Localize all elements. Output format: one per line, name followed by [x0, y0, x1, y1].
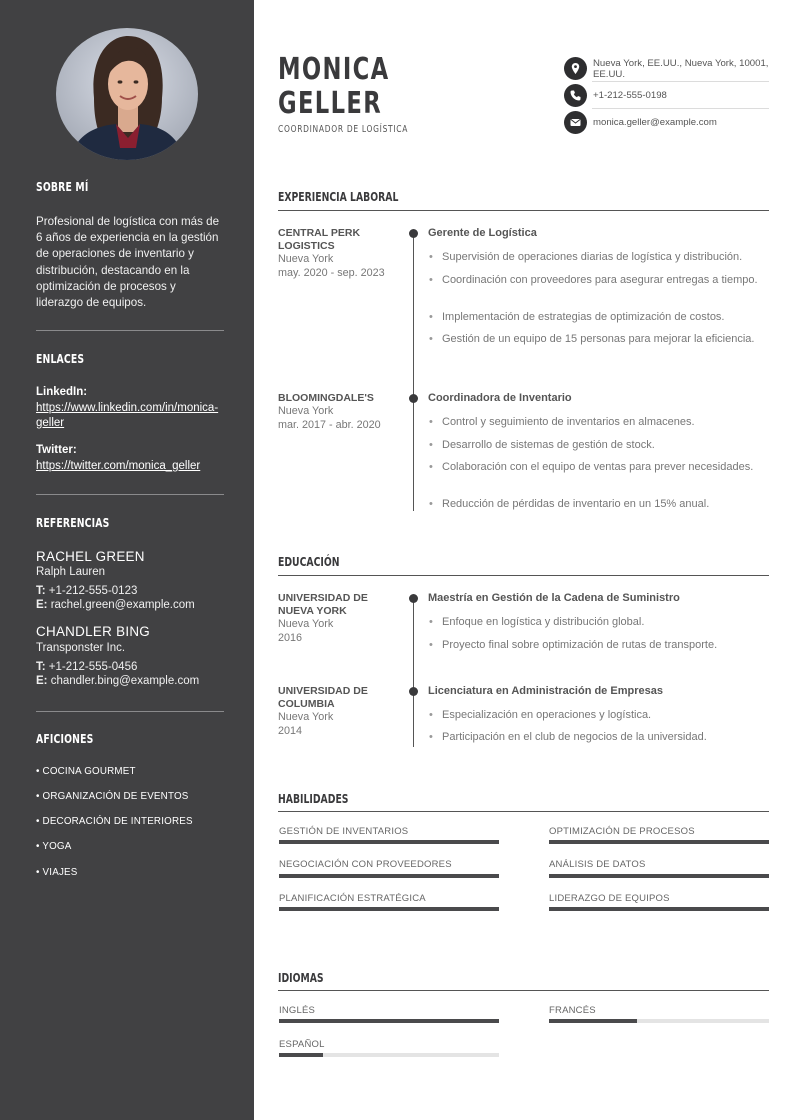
reference-email: E: rachel.green@example.com [36, 599, 195, 611]
education-bullet: • Enfoque en logística y distribución global. [428, 615, 768, 630]
sidebar-divider [36, 494, 224, 495]
timeline-line [413, 597, 414, 747]
skill-label: ANÁLISIS DE DATOS [549, 859, 646, 870]
skill-bar [549, 840, 769, 844]
skill-label: OPTIMIZACIÓN DE PROCESOS [549, 826, 695, 837]
sidebar [0, 0, 254, 1120]
degree-name: Maestría en Gestión de la Cadena de Suministro [428, 592, 680, 604]
phone-icon [564, 84, 587, 107]
reference-company: Ralph Lauren [36, 566, 106, 578]
skill-label: PLANIFICACIÓN ESTRATÉGICA [279, 893, 426, 904]
last-name: GELLER [278, 86, 383, 121]
language-label: ESPAÑOL [279, 1039, 325, 1050]
sidebar-divider [36, 711, 224, 712]
skill-bar [279, 874, 499, 878]
hobby-item: • VIAJES [36, 867, 78, 878]
employment-dates: may. 2020 - sep. 2023 [278, 267, 385, 279]
school-name: UNIVERSIDAD DE COLUMBIA [278, 685, 368, 710]
school-dates: 2016 [278, 632, 303, 644]
employer-location: Nueva York [278, 253, 334, 265]
reference-email: E: chandler.bing@example.com [36, 675, 200, 687]
contact-email[interactable]: monica.geller@example.com [593, 117, 717, 128]
languages-heading: IDIOMAS [278, 971, 324, 985]
school-location: Nueva York [278, 711, 334, 723]
language-bar [549, 1019, 769, 1023]
timeline-line [413, 233, 414, 511]
section-divider [278, 575, 769, 576]
timeline-dot [409, 687, 418, 696]
email-icon [564, 111, 587, 134]
reference-phone: T: +1-212-555-0456 [36, 661, 138, 673]
contact-divider [592, 81, 769, 82]
hobbies-heading: AFICIONES [36, 732, 94, 746]
skill-bar [549, 874, 769, 878]
sidebar-divider [36, 330, 224, 331]
references-heading: REFERENCIAS [36, 516, 110, 530]
language-bar [279, 1053, 499, 1057]
employer-name: BLOOMINGDALE'S [278, 392, 374, 404]
contact-phone: +1-212-555-0198 [593, 90, 667, 101]
school-dates: 2014 [278, 725, 303, 737]
language-label: INGLÉS [279, 1005, 316, 1016]
job-bullet: • Supervisión de operaciones diarias de logística y distribución. [428, 250, 768, 265]
section-divider [278, 811, 769, 812]
reference-company: Transponster Inc. [36, 642, 126, 654]
first-name: MONICA [278, 52, 390, 87]
education-heading: EDUCACIÓN [278, 555, 340, 569]
twitter-label: Twitter: [36, 444, 77, 456]
job-bullet: • Implementación de estrategias de optimización de costos. [428, 310, 768, 325]
timeline-dot [409, 594, 418, 603]
experience-heading: EXPERIENCIA LABORAL [278, 190, 399, 204]
about-heading: SOBRE MÍ [36, 180, 89, 194]
hobby-item: • COCINA GOURMET [36, 766, 136, 777]
hobby-item: • DECORACIÓN DE INTERIORES [36, 816, 193, 827]
hobby-item: • YOGA [36, 841, 72, 852]
skill-label: GESTIÓN DE INVENTARIOS [279, 826, 409, 837]
job-bullet: • Colaboración con el equipo de ventas para prever necesidades. [428, 460, 768, 475]
education-bullet: • Especialización en operaciones y logística. [428, 708, 768, 723]
skill-bar [279, 907, 499, 911]
job-bullet: • Reducción de pérdidas de inventario en un 15% anual. [428, 497, 768, 512]
hobby-item: • ORGANIZACIÓN DE EVENTOS [36, 791, 189, 802]
skill-bar [549, 907, 769, 911]
degree-name: Licenciatura en Administración de Empresas [428, 685, 663, 697]
language-label: FRANCÉS [549, 1005, 596, 1016]
links-heading: ENLACES [36, 352, 85, 366]
employer-location: Nueva York [278, 405, 334, 417]
skills-heading: HABILIDADES [278, 792, 349, 806]
timeline-dot [409, 229, 418, 238]
location-icon [564, 57, 587, 80]
linkedin-link[interactable]: https://www.linkedin.com/in/monica-geller [36, 402, 219, 429]
job-title: COORDINADOR DE LOGÍSTICA [278, 124, 409, 135]
timeline-dot [409, 394, 418, 403]
skill-bar [279, 840, 499, 844]
linkedin-label: LinkedIn: [36, 386, 88, 398]
reference-name: CHANDLER BING [36, 624, 151, 639]
school-name: UNIVERSIDAD DE NUEVA YORK [278, 592, 368, 617]
reference-name: RACHEL GREEN [36, 549, 145, 564]
education-bullet: • Participación en el club de negocios de la universidad. [428, 730, 768, 745]
profile-photo [56, 28, 198, 160]
about-text: Profesional de logística con más de 6 años de experiencia en la gestión de operaciones de inventario y distribución, destacando en la optimización de procesos y liderazgo de equipos. [36, 215, 220, 310]
employer-name: CENTRAL PERK LOGISTICS [278, 227, 361, 252]
section-divider [278, 210, 769, 211]
section-divider [278, 990, 769, 991]
contact-divider [592, 108, 769, 109]
language-bar [279, 1019, 499, 1023]
job-role: Coordinadora de Inventario [428, 392, 572, 404]
reference-phone: T: +1-212-555-0123 [36, 585, 138, 597]
job-bullet: • Desarrollo de sistemas de gestión de stock. [428, 438, 768, 453]
twitter-link[interactable]: https://twitter.com/monica_geller [36, 460, 201, 472]
employment-dates: mar. 2017 - abr. 2020 [278, 419, 381, 431]
job-bullet: • Control y seguimiento de inventarios en almacenes. [428, 415, 768, 430]
skill-label: NEGOCIACIÓN CON PROVEEDORES [279, 859, 452, 870]
job-bullet: • Coordinación con proveedores para asegurar entregas a tiempo. [428, 273, 768, 288]
job-bullet: • Gestión de un equipo de 15 personas para mejorar la eficiencia. [428, 332, 768, 347]
education-bullet: • Proyecto final sobre optimización de rutas de transporte. [428, 638, 768, 653]
school-location: Nueva York [278, 618, 334, 630]
job-role: Gerente de Logística [428, 227, 537, 239]
skill-label: LIDERAZGO DE EQUIPOS [549, 893, 670, 904]
contact-address: Nueva York, EE.UU., Nueva York, 10001, EE.UU. [593, 58, 769, 80]
